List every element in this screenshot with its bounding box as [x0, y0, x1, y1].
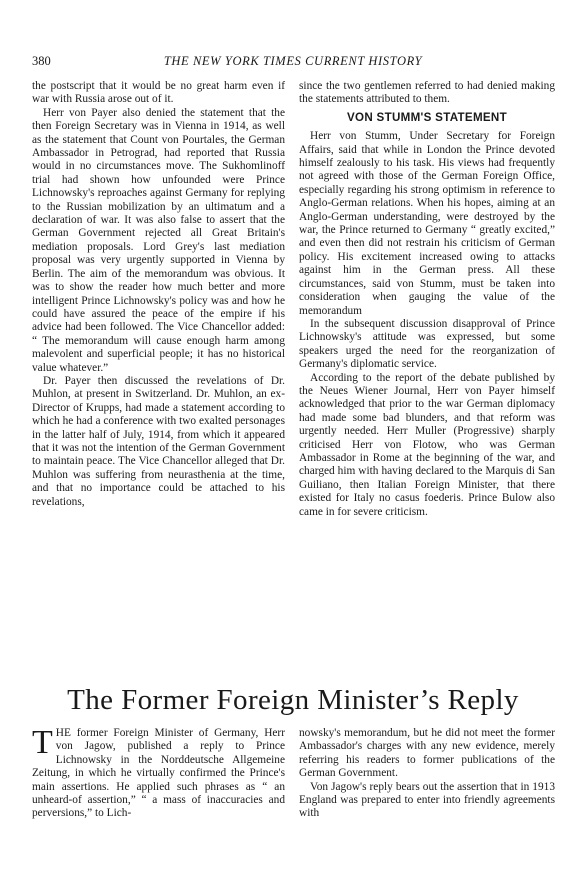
page-header	[32, 54, 554, 70]
left-column	[32, 80, 285, 509]
paragraph-text: HE former Foreign Minister of Germany, Herr von Jagow, published a reply to Prince Lichnowsky in the Norddeutsche Allgemeine Zeitung, in which he virtually confirmed the Prince's main assertions. He applied such phrases as “ an unheard-of assertion,” “ a mass of inaccuracies and perversions,” to Lich-	[32, 727, 285, 820]
drop-cap: T	[32, 724, 53, 761]
paragraph: Herr von Stumm, Under Secretary for Foreign Affairs, said that while in London the Prince devoted himself zealously to his task. His views had frequently not agreed with those of the German Foreign Office, especially regarding his strong optimism in reference to Anglo-German relations. When his hopes, aiming at an Anglo-German understanding, were destroyed by the war, the Prince returned to Germany “ greatly excited,” and even then did not restrain his criticism of German policy. His excitement increased owing to attacks against him in the German press. All these circumstances, said von Stumm, must be taken into consideration when gauging the value of the memorandum	[299, 130, 555, 317]
paragraph: since the two gentlemen referred to had denied making the statements attributed to them.	[299, 80, 555, 106]
right-column	[299, 80, 555, 519]
page-number: 380	[32, 54, 51, 68]
paragraph: nowsky's memorandum, but he did not meet the former Ambassador's charges with any new evidence, merely referring his readers to former publications of the German Government.	[299, 727, 555, 780]
article-title: The Former Foreign Minister’s Reply	[67, 684, 519, 716]
paragraph: the postscript that it would be no great harm even if war with Russia arose out of it.	[32, 80, 285, 106]
paragraph: Dr. Payer then discussed the revelations of Dr. Muhlon, at present in Switzerland. Dr. Muhlon, an ex-Director of Krupps, had made a statement according to which he had a conference with two exalted personages in the latter half of July, 1914, from which it appeared that it was not the intention of the German Government to maintain peace. The Vice Chancellor alleged that Dr. Muhlon was suffering from neurasthenia at the time, and that no importance could be attached to his revelations,	[32, 374, 285, 508]
running-title: THE NEW YORK TIMES CURRENT HISTORY	[163, 54, 423, 68]
paragraph: Herr von Payer also denied the statement that the then Foreign Secretary was in Vienna in 1914, as well as the statement that Count von Pourtales, the German Ambassador in Petrograd, had reported that Russia would in no circumstances move. The Sukhomlinoff trial had shown how unfounded were Prince Lichnowsky's reproaches against Germany for replying to the Russian mobilization by an ultimatum and a declaration of war. It was also false to assert that the German Government rejected all Great Britain's mediation proposals. Lord Grey's last mediation proposal was very urgently supported in Vienna by Berlin. The aim of the memorandum was obvious. It was to show the reader how much better and more intelligent Prince Lichnowsky's policy was and how he could have assured the peace of the empire if his advice had been followed. The Vice Chancellor added: “ The memorandum will cause enough harm among malevolent and superficial people; it has no historical value whatever.”	[32, 106, 285, 374]
section-subhead: VON STUMM'S STATEMENT	[347, 110, 507, 124]
paragraph	[32, 724, 285, 821]
paragraph: In the subsequent discussion disapproval of Prince Lichnowsky's attitude was expressed, but some speakers urged the need for the reorganization of Germany's diplomatic service.	[299, 317, 555, 371]
paragraph: According to the report of the debate published by the Neues Wiener Journal, Herr von Payer himself acknowledged that prior to the war German diplomacy had made some bad blunders, and that reform was urgently needed. Herr Muller (Progressive) sharply criticised Herr von Flotow, who was German Ambassador in Rome at the beginning of the war, and charged him with having declared to the Marquis di San Guiliano, then Italian Foreign Minister, that there existed for Italy no casus foederis. Prince Bulow also came in for severe criticism.	[299, 371, 555, 518]
article-left-column	[32, 724, 285, 821]
article-right-column	[299, 727, 555, 821]
paragraph: Von Jagow's reply bears out the assertion that in 1913 England was prepared to enter into friendly agreements with	[299, 780, 555, 820]
